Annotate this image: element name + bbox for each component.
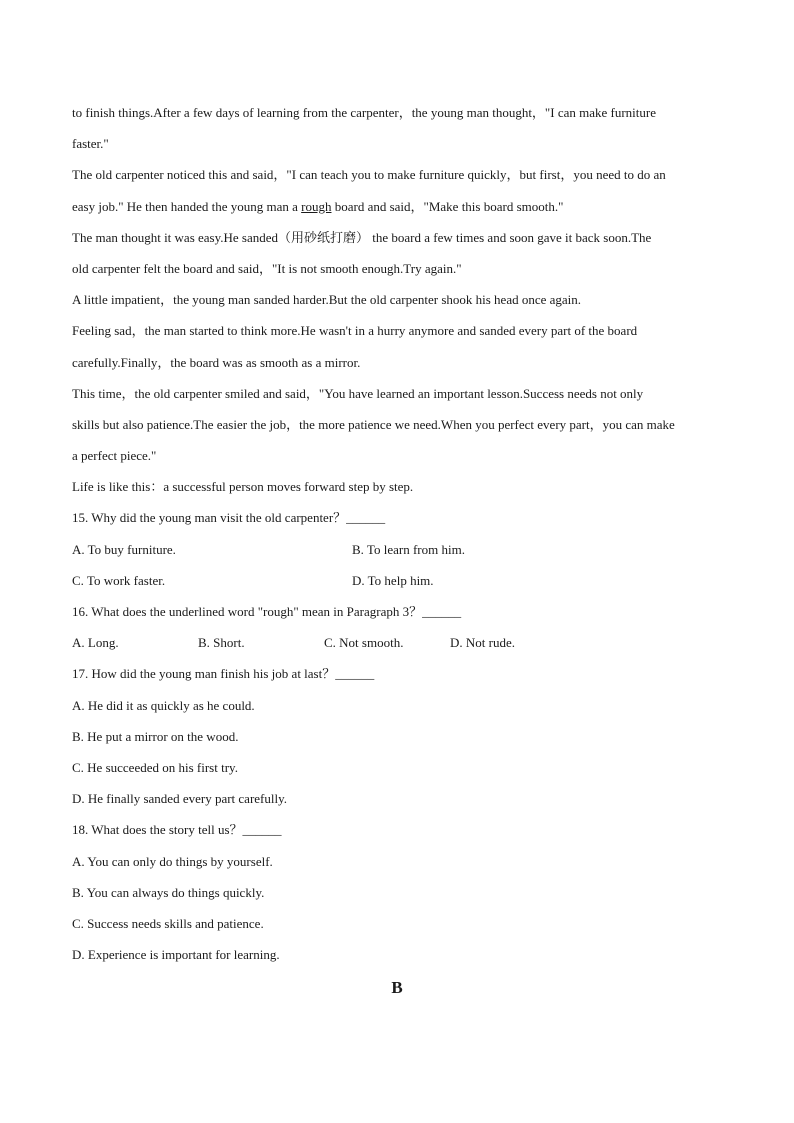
question-16-option-b: B. Short. xyxy=(198,635,245,651)
passage-line: carefully.Finally，the board was as smooth as a mirror. xyxy=(72,354,361,370)
passage-line: The man thought it was easy.He sanded（用砂纸打磨） the board a few times and soon gave it back soon.The xyxy=(72,229,652,245)
passage-line: Life is like this：a successful person moves forward step by step. xyxy=(72,479,414,495)
underlined-word-rough: rough xyxy=(301,198,332,214)
question-15-options-row xyxy=(72,534,732,565)
question-18-option-a: A. You can only do things by yourself. xyxy=(72,853,273,869)
question-16-options-row xyxy=(72,627,732,658)
question-16-option-d: D. Not rude. xyxy=(450,635,515,651)
passage-text: easy job." He then handed the young man a xyxy=(72,198,302,214)
question-16-stem: 16. What does the underlined word "rough" mean in Paragraph 3？______ xyxy=(72,604,462,619)
passage-line: This time，the old carpenter smiled and said，"You have learned an important lesson.Success needs not only xyxy=(72,385,644,401)
section-heading-b: B xyxy=(391,978,403,997)
passage-text: board and said，"Make this board smooth." xyxy=(331,198,564,214)
question-15-option-d: D. To help him. xyxy=(352,572,434,588)
question-18-option-d: D. Experience is important for learning. xyxy=(72,947,280,963)
question-17-option-b: B. He put a mirror on the wood. xyxy=(72,728,239,744)
passage-line: The old carpenter noticed this and said，"I can teach you to make furniture quickly，but first，you need to do an xyxy=(72,167,666,183)
passage-line: to finish things.After a few days of learning from the carpenter，the young man thought，"I can make furniture xyxy=(72,105,656,120)
passage-line: old carpenter felt the board and said，"It is not smooth enough.Try again." xyxy=(72,260,462,276)
question-17-option-c: C. He succeeded on his first try. xyxy=(72,759,238,775)
question-17-option-a: A. He did it as quickly as he could. xyxy=(72,697,255,713)
passage-line: Feeling sad，the man started to think more.He wasn't in a hurry anymore and sanded every part of the board xyxy=(72,323,638,339)
question-15-stem: 15. Why did the young man visit the old carpenter？______ xyxy=(72,510,386,526)
question-17-stem: 17. How did the young man finish his job at last？______ xyxy=(72,666,375,682)
question-17-option-d: D. He finally sanded every part carefully. xyxy=(72,791,288,807)
passage-line: skills but also patience.The easier the job，the more patience we need.When you perfect every part，you can make xyxy=(72,416,675,432)
passage-line: a perfect piece." xyxy=(72,448,157,464)
question-16-option-a: A. Long. xyxy=(72,635,119,651)
passage-line: A little impatient，the young man sanded harder.But the old carpenter shook his head once again. xyxy=(72,292,582,308)
document-page xyxy=(72,97,732,970)
question-15-option-b: B. To learn from him. xyxy=(352,541,465,557)
question-18-option-c: C. Success needs skills and patience. xyxy=(72,915,264,931)
passage-line xyxy=(72,191,732,222)
question-15-options-row xyxy=(72,565,732,596)
question-15-option-c: C. To work faster. xyxy=(72,572,166,588)
question-16-option-c: C. Not smooth. xyxy=(324,635,404,651)
question-18-option-b: B. You can always do things quickly. xyxy=(72,884,265,900)
question-15-option-a: A. To buy furniture. xyxy=(72,541,176,557)
question-18-stem: 18. What does the story tell us？______ xyxy=(72,822,282,838)
passage-line: faster." xyxy=(72,136,109,152)
